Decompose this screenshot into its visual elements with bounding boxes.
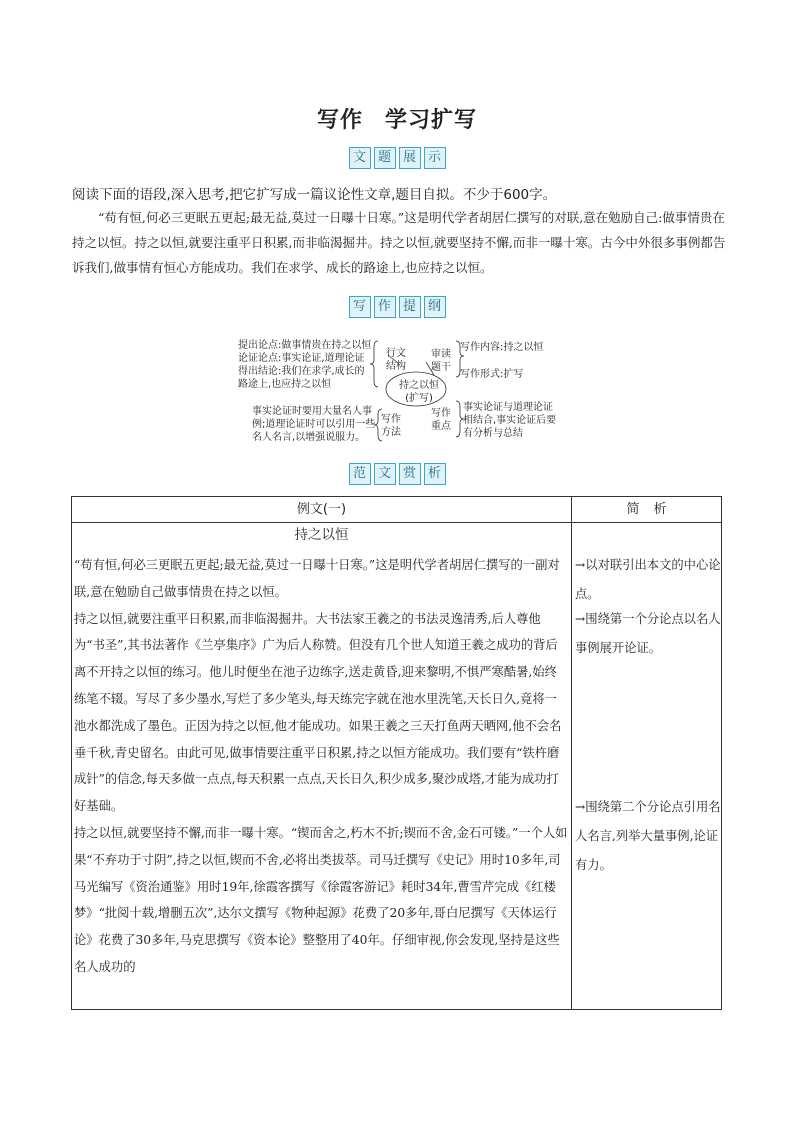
outline-line: 论证论点:事实论证,道理论证: [238, 353, 365, 364]
source-paragraph-text: “苟有恒,何必三更眠五更起;最无益,莫过一日曝十日寒。”这是明代学者胡居仁撰写的对联,意在勉励自己:做事情贵在持之以恒。持之以恒,就要注重平日积累,而非临渴掘井。持之以恒,就要坚持不懈,而非一曝十寒。古今中外很多事例都告诉我们,做事情有恒心方能成功。我们在求学、成长的路途上,也应持之以恒。: [72, 210, 726, 275]
outline-line: 有分析与总结: [463, 428, 523, 439]
analysis-note: →围绕第一个分论点以名人事例展开论证。: [575, 612, 721, 655]
essay-paragraph: 持之以恒,就要注重平日积累,而非临渴掘井。大书法家王羲之的书法灵逸清秀,后人尊他为“书圣”,其书法著作《兰亭集序》广为后人称赞。但没有几个世人知道王羲之成功的背后离不开持之以恒的练习。他儿时便坐在池子边练字,送走黄昏,迎来黎明,不惧严寒酷暑,始终练笔不辍。写尽了多少墨水,写烂了多少笔头,每天练完字就在池水里洗笔,天长日久,竟将一池水都洗成了墨色。正因为持之以恒,他才能成功。如果王羲之三天打鱼两天晒网,他不会名垂千秋,青史留名。由此可见,做事情要注重平日积累,持之以恒方能成功。我们要有“铁杵磨成针”的信念,每天多做一点点,每天积累一点点,天长日久,积少成多,聚沙成塔,才能为成功打好基础。: [74, 611, 562, 814]
outline-line: 得出结论:我们在求学,成长的: [238, 366, 365, 377]
writing-outline-diagram: [238, 335, 563, 445]
title-part-2: 学习扩写: [385, 107, 478, 133]
structure-lines: [238, 339, 371, 391]
column-divider: [571, 497, 572, 1009]
review-content: 写作内容:持之以恒: [460, 342, 544, 353]
badge-char: 纲: [424, 296, 446, 318]
badge-char: 展: [399, 147, 421, 169]
header-example: 例文(一): [296, 502, 347, 517]
badge-char: 文: [374, 463, 396, 485]
model-essay-table: [71, 496, 722, 1010]
badge-char: 文: [349, 147, 371, 169]
outline-line: 名人名言,以增强说服力。: [252, 432, 366, 443]
outline-line: 提出论点:做事情贵在持之以恒: [238, 340, 372, 351]
header-analysis: 简析: [626, 502, 681, 517]
badge-char: 提: [399, 296, 421, 318]
prompt-text: 阅读下面的语段,深入思考,把它扩写成一篇议论性文章,题目自拟。不少于600字。: [72, 187, 557, 203]
review-form: 写作形式:扩写: [460, 369, 524, 380]
section-badge-appreciation: [0, 462, 794, 485]
badge-char: 范: [349, 463, 371, 485]
source-paragraph: [72, 205, 727, 280]
essay-body: [74, 552, 568, 981]
key-lines: [463, 401, 556, 440]
outline-center: 持之以恒 (扩写): [399, 380, 439, 404]
badge-char: 赏: [399, 463, 421, 485]
outline-line: 事实论证与道理论证: [463, 402, 553, 413]
outline-line: 例;道理论证时可以引用一些: [252, 419, 376, 430]
essay-title: 持之以恒: [294, 527, 349, 543]
badge-char: 示: [424, 147, 446, 169]
essay-paragraph: “苟有恒,何必三更眠五更起;最无益,莫过一日曝十日寒。”这是明代学者胡居仁撰写的一副对联,意在勉励自己做事情贵在持之以恒。: [74, 558, 560, 599]
review-label: 审读 题干: [431, 349, 451, 373]
key-label: 写作 重点: [431, 408, 451, 432]
method-label: 写作 方法: [381, 414, 401, 438]
essay-paragraph: 持之以恒,就要坚持不懈,而非一曝十寒。“锲而舍之,朽木不折;锲而不舍,金石可镂。”一个人如果“不弃功于寸阴”,持之以恒,锲而不舍,必将出类拔萃。司马迁撰写《史记》用时10多年,司马光编写《资治通鉴》用时19年,徐霞客撰写《徐霞客游记》耗时34年,曹雪芹完成《红楼梦》“批阅十载,增删五次”,达尔文撰写《物种起源》花费了20多年,哥白尼撰写《天体运行论》花费了30多年,马克思撰写《资本论》整整用了40年。仔细审视,你会发现,坚持是这些名人成功的: [74, 825, 568, 974]
outline-line: 路途上,也应持之以恒: [238, 379, 332, 390]
badge-char: 作: [374, 296, 396, 318]
section-badge-prompt: [0, 146, 794, 169]
title-part-1: 写作: [316, 107, 363, 133]
badge-char: 写: [349, 296, 371, 318]
outline-line: 事实论证时要用大量名人事: [252, 406, 372, 417]
analysis-note: →以对联引出本文的中心论点。: [575, 558, 721, 601]
section-badge-outline: [0, 295, 794, 318]
page-title: [0, 103, 794, 134]
structure-label: 行文 结构: [386, 348, 406, 372]
outline-line: 相结合,事实论证后要: [463, 415, 557, 426]
badge-char: 题: [374, 147, 396, 169]
badge-char: 析: [424, 463, 446, 485]
method-lines: [252, 405, 375, 444]
analysis-note: →围绕第二个分论点引用名人名言,列举大量事例,论证有力。: [575, 800, 721, 872]
